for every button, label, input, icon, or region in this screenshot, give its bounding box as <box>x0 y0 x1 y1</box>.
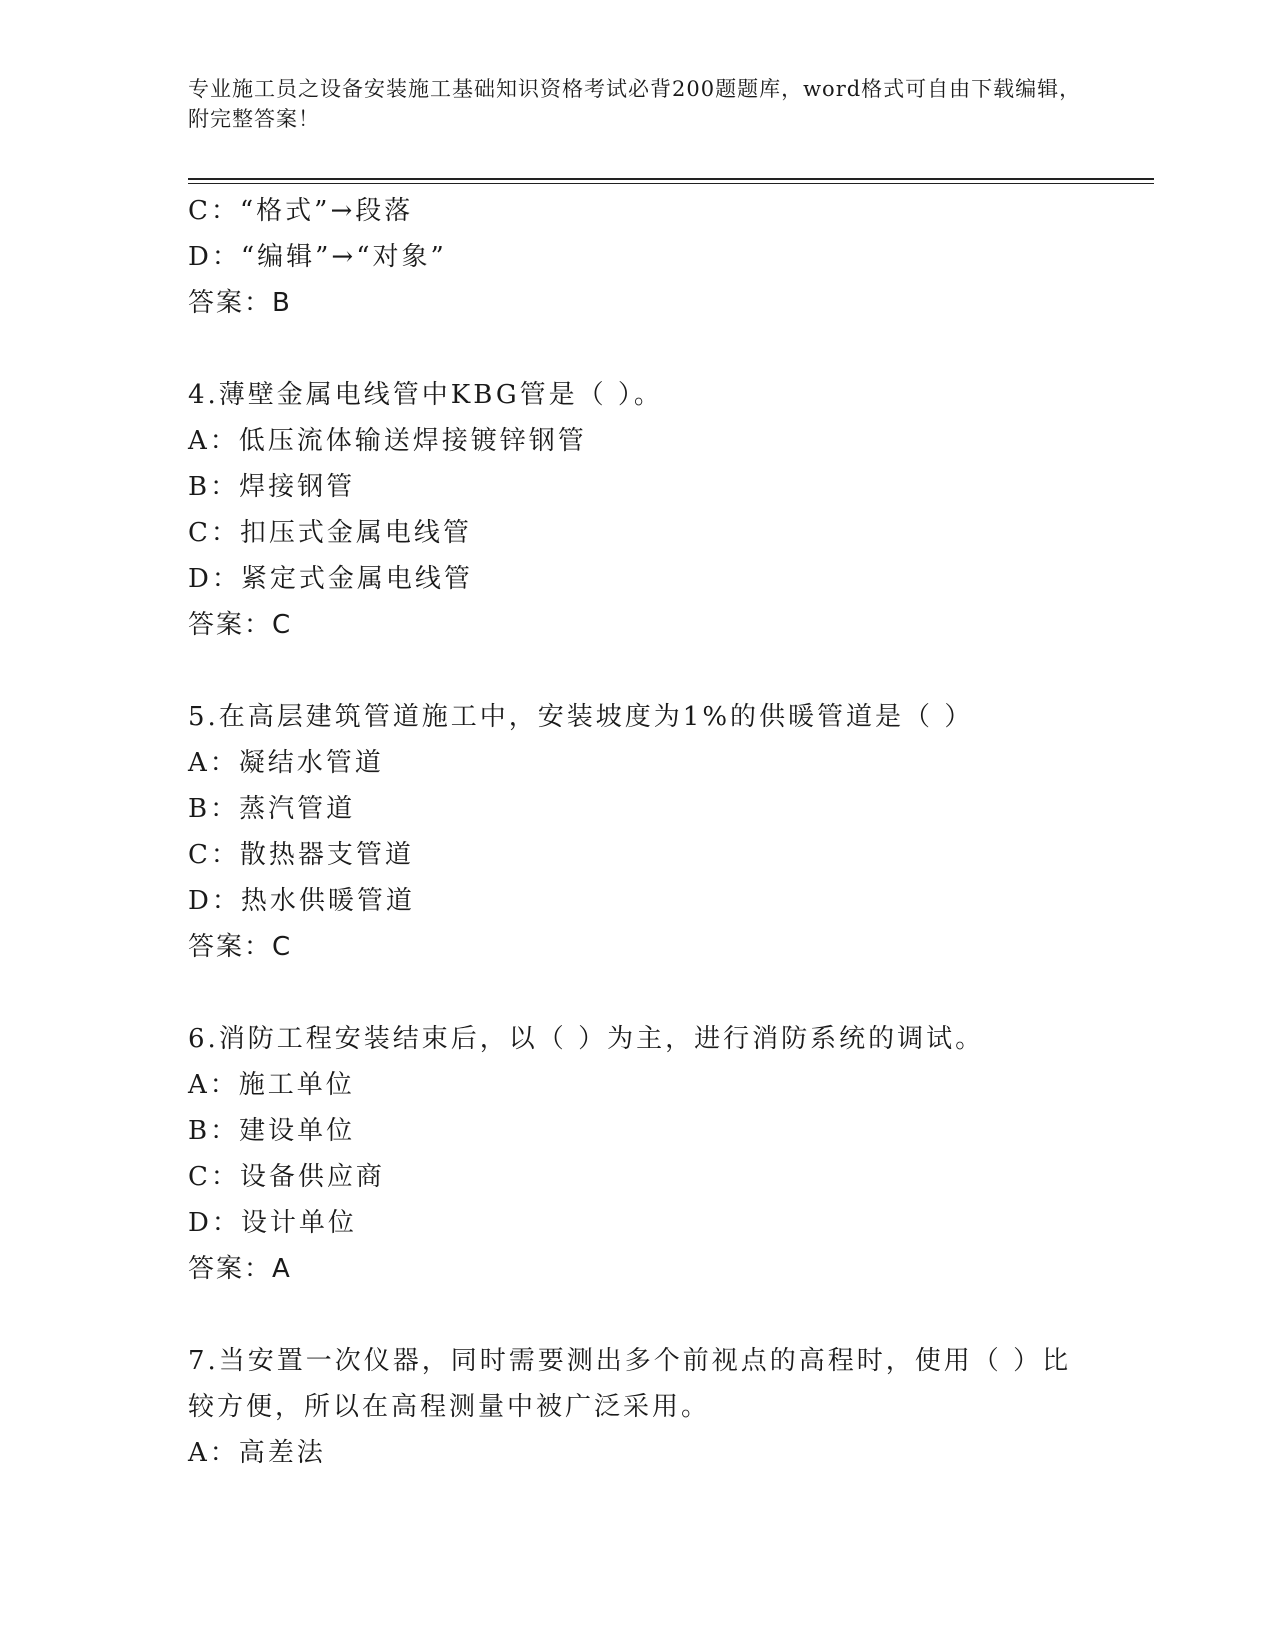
option-d: D：热水供暖管道 <box>188 886 415 916</box>
question-text: 6.消防工程安装结束后，以（ ）为主，进行消防系统的调试。 <box>188 1024 985 1054</box>
header-divider-thin <box>188 183 1154 184</box>
answer-label: 答案：C <box>188 932 293 962</box>
header-divider <box>188 178 1154 180</box>
answer-label: 答案：C <box>188 610 293 640</box>
answer-label: 答案：B <box>188 288 292 318</box>
option-c: C：设备供应商 <box>188 1162 385 1192</box>
option-c: C：散热器支管道 <box>188 840 414 870</box>
question-text: 4.薄壁金属电线管中KBG管是（ ）。 <box>188 380 663 410</box>
option-a: A：低压流体输送焊接镀锌钢管 <box>188 426 587 456</box>
option-a: A：高差法 <box>188 1438 326 1468</box>
question-list <box>188 188 1108 1476</box>
option-c: C：扣压式金属电线管 <box>188 518 472 548</box>
option-b: B：焊接钢管 <box>188 472 356 502</box>
question-text: 7.当安置一次仪器，同时需要测出多个前视点的高程时，使用（ ）比较方便，所以在高程测量中被广泛采用。 <box>188 1346 1072 1422</box>
option-d: D：“编辑”→“对象” <box>188 242 447 272</box>
option-b: B：建设单位 <box>188 1116 356 1146</box>
answer-label: 答案：A <box>188 1254 292 1284</box>
question-text: 5.在高层建筑管道施工中，安装坡度为1%的供暖管道是（ ） <box>188 702 974 732</box>
option-a: A：施工单位 <box>188 1070 355 1100</box>
option-b: B：蒸汽管道 <box>188 794 356 824</box>
option-a: A：凝结水管道 <box>188 748 384 778</box>
option-c: C：“格式”→段落 <box>188 196 414 226</box>
option-d: D：设计单位 <box>188 1208 357 1238</box>
option-d: D：紧定式金属电线管 <box>188 564 473 594</box>
document-header: 专业施工员之设备安装施工基础知识资格考试必背200题题库，word格式可自由下载编辑，附完整答案！ <box>188 77 1082 131</box>
